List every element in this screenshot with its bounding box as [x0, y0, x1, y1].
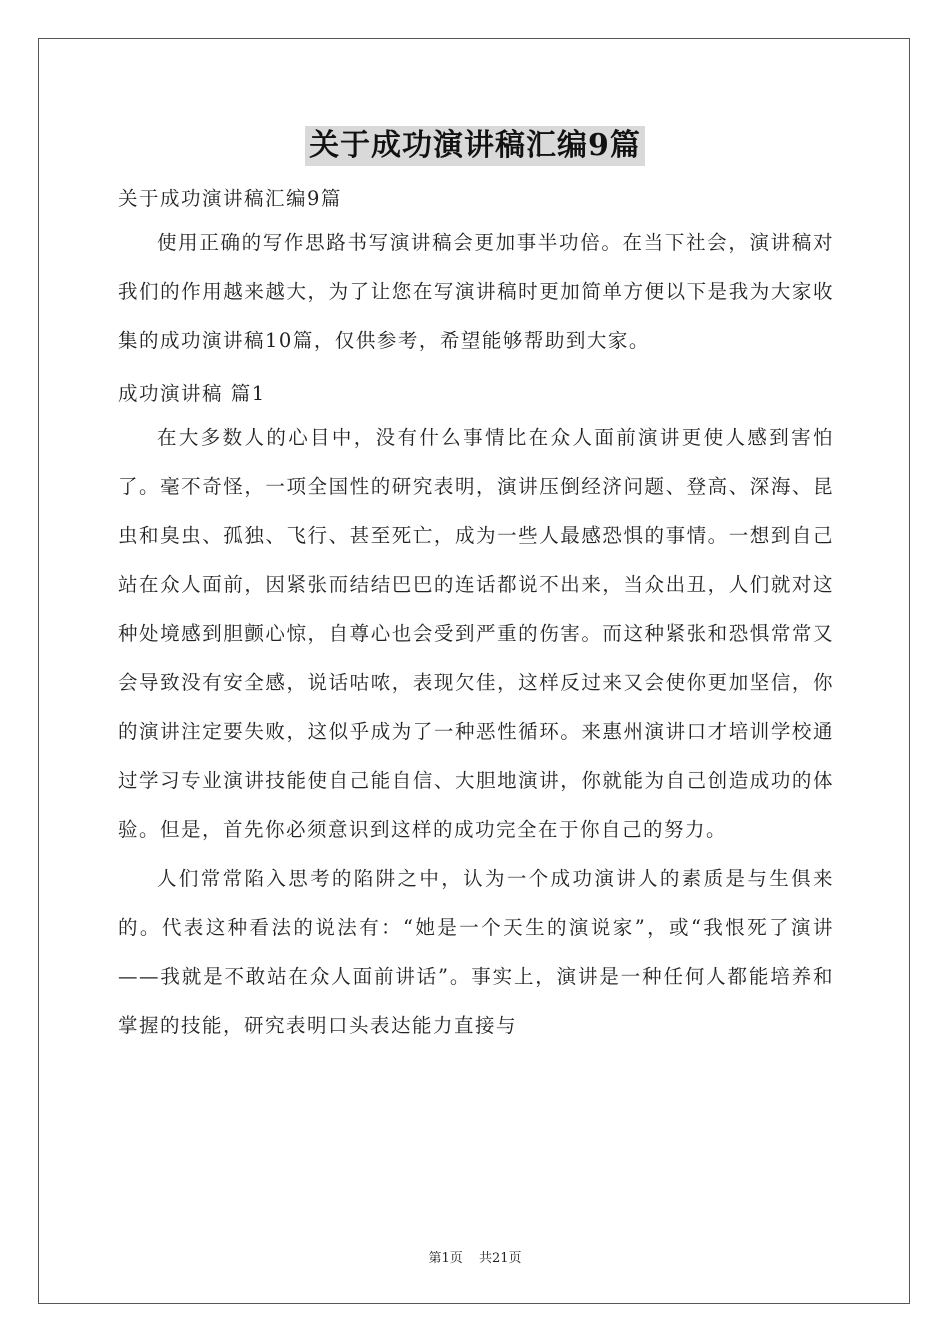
- section-heading: 成功演讲稿 篇1: [118, 382, 266, 405]
- intro-paragraph: 使用正确的写作思路书写演讲稿会更加事半功倍。在当下社会，演讲稿对我们的作用越来越大，为了让您在写演讲稿时更加简单方便以下是我为大家收集的成功演讲稿10篇，仅供参考，希望能够帮助到大家。: [118, 231, 834, 352]
- page-total: 共21页: [478, 1251, 522, 1266]
- subtitle-line: 关于成功演讲稿汇编9篇: [118, 187, 342, 210]
- page-footer: [0, 1247, 950, 1266]
- body-paragraph-1: 在大多数人的心目中，没有什么事情比在众人面前演讲更使人感到害怕了。毫不奇怪，一项全国性的研究表明，演讲压倒经济问题、登高、深海、昆虫和臭虫、孤独、飞行、甚至死亡，成为一些人最感恐惧的事情。一想到自己站在众人面前，因紧张而结结巴巴的连话都说不出来，当众出丑，人们就对这种处境感到胆颤心惊，自尊心也会受到严重的伤害。而这种紧张和恐惧常常又会导致没有安全感，说话咕哝，表现欠佳，这样反过来又会使你更加坚信，你的演讲注定要失败，这似乎成为了一种恶性循环。来惠州演讲口才培训学校通过学习专业演讲技能使自己能自信、大胆地演讲，你就能为自己创造成功的体验。但是，首先你必须意识到这样的成功完全在于你自己的努力。: [118, 426, 834, 841]
- document-body: [118, 180, 834, 1050]
- title-container: [0, 126, 950, 166]
- body-paragraph-2: 人们常常陷入思考的陷阱之中，认为一个成功演讲人的素质是与生俱来的。代表这种看法的说法有：“她是一个天生的演说家”，或“我恨死了演讲——我就是不敢站在众人面前讲话”。事实上，演讲是一种任何人都能培养和掌握的技能，研究表明口头表达能力直接与: [118, 867, 834, 1037]
- document-title: 关于成功演讲稿汇编9篇: [305, 126, 645, 166]
- page-number: 第1页: [428, 1251, 463, 1266]
